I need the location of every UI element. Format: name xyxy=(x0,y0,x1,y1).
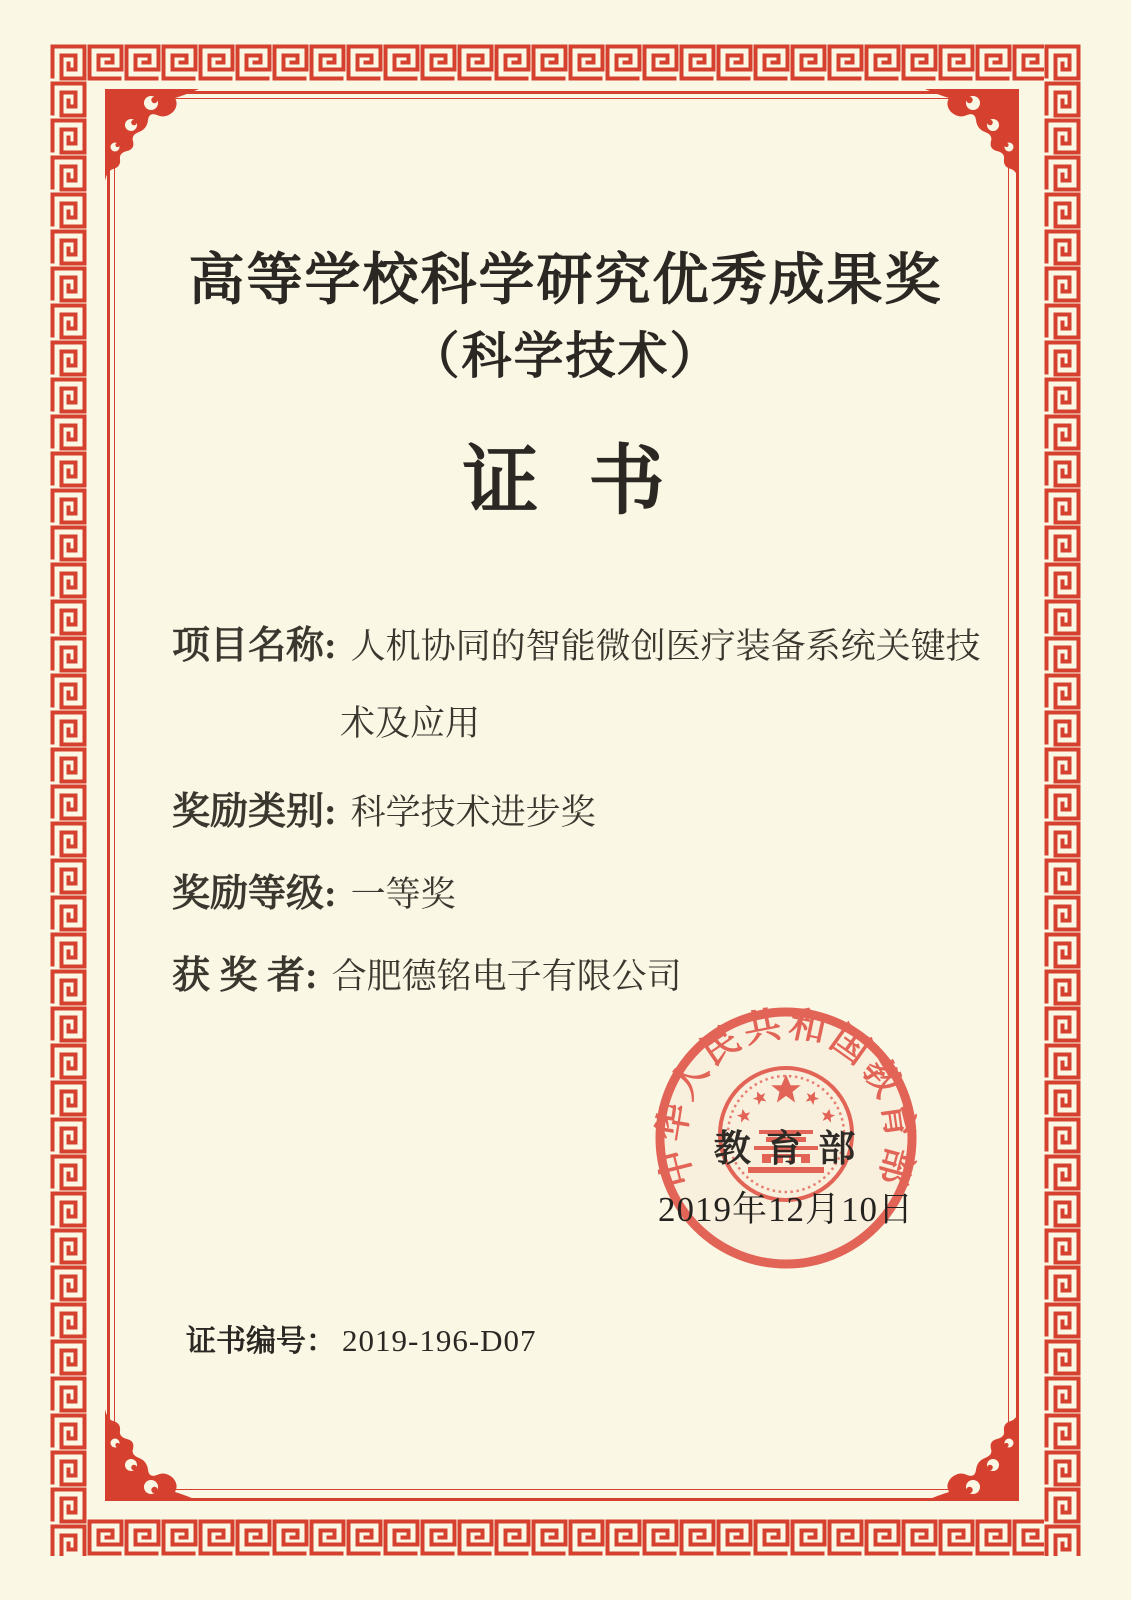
serial-label: 证书编号： xyxy=(186,1325,336,1358)
cloud-corner-br-icon xyxy=(923,1409,1019,1501)
issuing-authority: 教 育 部 xyxy=(713,1129,859,1170)
field-row-category xyxy=(172,780,596,835)
field-row-project xyxy=(172,614,981,669)
seal-ring-text: 中华人民共和国教育部 xyxy=(651,1003,921,1193)
certificate-heading: 证 书 xyxy=(462,440,669,524)
field-row-grade xyxy=(172,862,456,917)
project-value-line1: 人机协同的智能微创医疗装备系统关键技 xyxy=(350,627,981,666)
project-value-line2: 术及应用 xyxy=(340,704,481,743)
issue-date: 2019年12月10日 xyxy=(657,1190,914,1229)
meander-border-bottom-icon xyxy=(87,1519,1044,1556)
certificate-title: 高等学校科学研究优秀成果奖 xyxy=(188,250,943,312)
project-label: 项目名称: xyxy=(172,625,337,667)
field-row-winner xyxy=(172,944,682,999)
cloud-corner-bl-icon xyxy=(105,1409,201,1501)
cloud-corner-tr-icon xyxy=(923,89,1019,181)
grade-value: 一等奖 xyxy=(350,875,456,914)
certificate-subtitle: （科学技术） xyxy=(409,328,722,384)
meander-border-top-icon xyxy=(87,44,1044,81)
category-label: 奖励类别: xyxy=(172,791,337,833)
serial-row xyxy=(186,1316,537,1360)
winner-value: 合肥德铭电子有限公司 xyxy=(331,957,682,996)
serial-number: 2019-196-D07 xyxy=(342,1323,537,1358)
grade-label: 奖励等级: xyxy=(172,873,337,915)
winner-label: 获 奖 者: xyxy=(172,955,318,997)
category-value: 科学技术进步奖 xyxy=(350,793,596,832)
cloud-corner-tl-icon xyxy=(105,89,201,181)
